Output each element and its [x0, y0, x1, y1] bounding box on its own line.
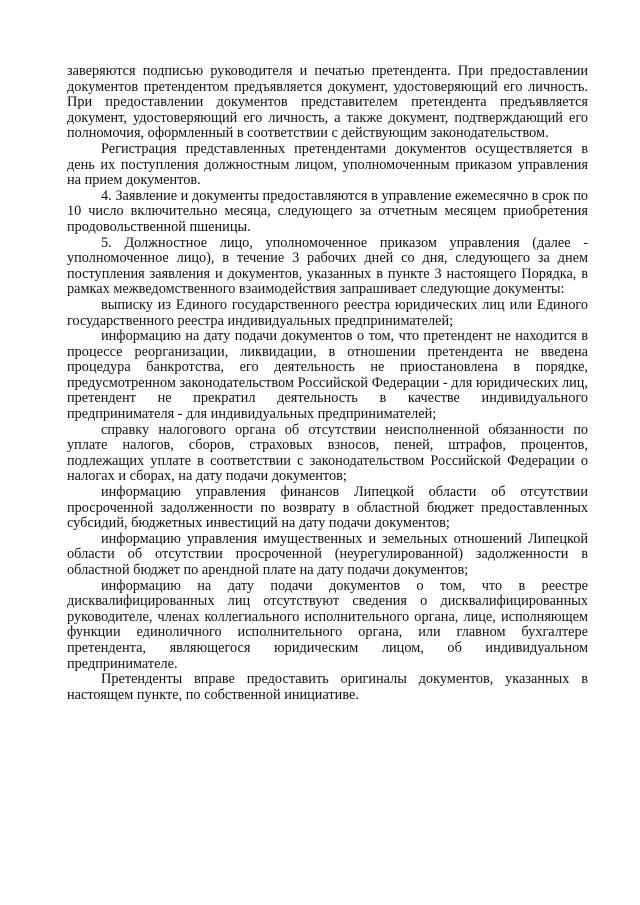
paragraph-originals-initiative: Претенденты вправе предоставить оригиналы документов, указанных в настоящем пункте, по собственной инициативе. — [67, 671, 588, 703]
list-item-tax-certificate: справку налогового органа об отсутствии неисполненной обязанности по уплате налогов, сборов, страховых взносов, пеней, штрафов, процентов, подлежащих уплате в соответствии с законодательством Российской Федерации о налогах и сборах, на дату подачи документов; — [67, 421, 588, 485]
list-item-disqualified-registry-info: информацию на дату подачи документов о том, что в реестре дисквалифицированных лиц отсутствуют сведения о дисквалифицированных руководителе, членах коллегиального исполнительного органа, лице, исполняющем функции единоличного исполнительного органа, или главном бухгалтере претендента, являющегося юридическим лицом, об индивидуальном предпринимателе. — [67, 577, 588, 672]
paragraph-registration: Регистрация представленных претендентами документов осуществляется в день их поступления должностным лицом, уполномоченным приказом управления на прием документов. — [67, 140, 588, 189]
paragraph-item-4: 4. Заявление и документы предоставляются в управление ежемесячно в срок по 10 число включительно месяца, следующего за отчетным месяцем приобретения продовольственной пшеницы. — [67, 187, 588, 235]
paragraph-document-presentation: заверяются подписью руководителя и печатью претендента. При предоставлении документов претендентом предъявляется документ, удостоверяющий его личность. При предоставлении документов представителем претендента предъявляется документ, удостоверяющий его личность, а также документ, подтверждающий его полномочия, оформленный в соответствии с действующим законодательством. — [67, 63, 588, 142]
paragraph-item-5: 5. Должностное лицо, уполномоченное приказом управления (далее - уполномоченное лицо), в течение 3 рабочих дней со дня, следующего за днем поступления заявления и документов, указанных в пункте 3 настоящего Порядка, в рамках межведомственного взаимодействия запрашивает следующие документы: — [67, 234, 588, 298]
list-item-property-info: информацию управления имущественных и земельных отношений Липецкой области об отсутствии просроченной (неурегулированной) задолженности в областной бюджет по арендной плате на дату подачи документов; — [67, 530, 588, 578]
list-item-finance-info: информацию управления финансов Липецкой области об отсутствии просроченной задолженности по возврату в областной бюджет предоставленных субсидий, бюджетных инвестиций на дату подачи документов; — [67, 484, 588, 532]
list-item-reorganization-info: информацию на дату подачи документов о том, что претендент не находится в процессе реорганизации, ликвидации, в отношении претендента не введена процедура банкротства, его деятельность не приостановлена в порядке, предусмотренном законодательством Российской Федерации - для юридических лиц, претендент не прекратил деятельность в качестве индивидуального предпринимателя - для индивидуальных предпринимателей; — [67, 328, 588, 423]
list-item-registry-extract: выписку из Единого государственного реестра юридических лиц или Единого государственного реестра индивидуальных предпринимателей; — [67, 296, 588, 329]
